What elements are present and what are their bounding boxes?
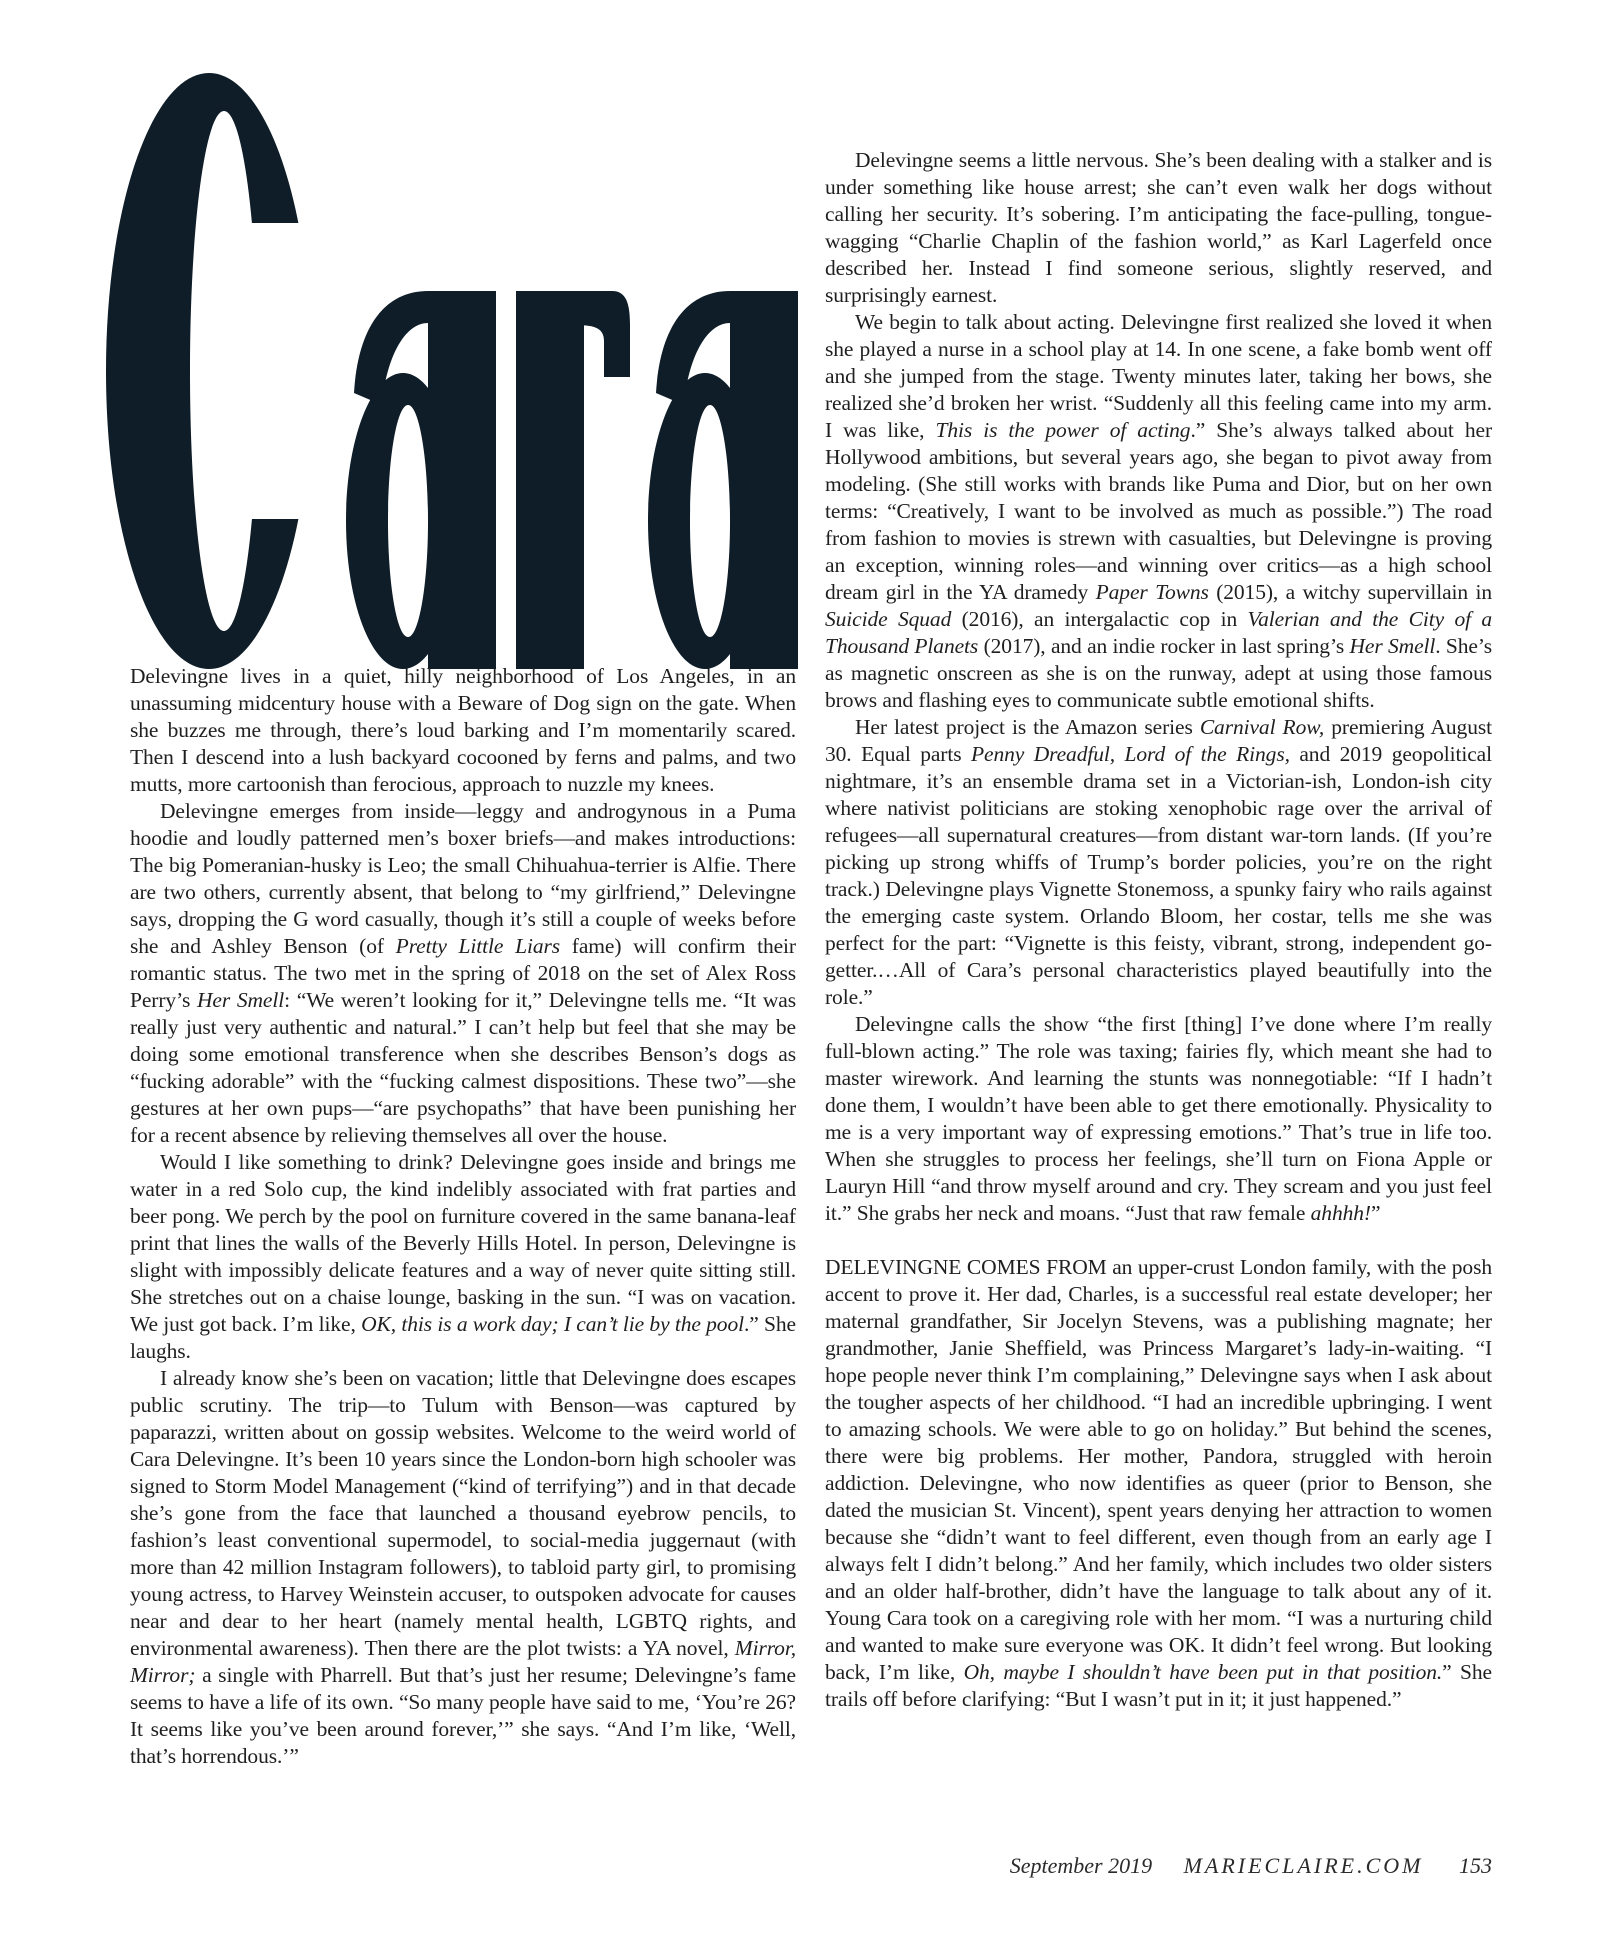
text-run: Delevingne seems a little nervous. She’s been dealing with a stalker and is under something like house arrest; she can’t even walk her dogs without calling her security. It’s sobering. I’m anticipating the face-pulling, tongue-wagging “Charlie Chaplin of the fashion world,” as Karl Lagerfeld once described her. Instead I find someone serious, slightly reserved, and surprisingly earnest.: [825, 148, 1492, 307]
text-run: a single with Pharrell. But that’s just her resume; Delevingne’s fame seems to have a life of its own. “So many people have said to me, ‘You’re 26? It seems like you’ve been around forever,’” she says. “And I’m like, ‘Well, that’s horrendous.’”: [130, 1663, 796, 1768]
italic-text-run: Penny Dreadful, Lord of the Rings,: [971, 742, 1290, 766]
letter-a-shape: [346, 291, 496, 669]
footer-issue-date: September 2019: [1009, 1853, 1153, 1878]
paragraph: [825, 1254, 1492, 1713]
text-run: Delevingne lives in a quiet, hilly neighborhood of Los Angeles, in an unassuming midcentury house with a Beware of Dog sign on the gate. When she buzzes me through, there’s loud barking and I’m momentarily scared. Then I descend into a lush backyard cocooned by ferns and palms, and two mutts, more cartoonish than ferocious, approach to nuzzle my knees.: [130, 664, 796, 796]
letter-r-shape: [516, 291, 630, 669]
headline-cara-lettering: [106, 73, 798, 669]
paragraph: [825, 714, 1492, 1011]
text-run: (2015), a witchy supervillain in: [1208, 580, 1493, 604]
text-run: Would I like something to drink? Delevingne goes inside and brings me water in a red Solo cup, the kind indelibly associated with frat parties and beer pong. We perch by the pool on furniture covered in the same banana-leaf print that lines the walls of the Beverly Hills Hotel. In person, Delevingne is slight with impossibly delicate features and a way of never quite sitting still. She stretches out on a chaise lounge, basking in the sun. “I was on vacation. We just got back. I’m like,: [130, 1150, 796, 1336]
text-run: . She’s as magnetic onscreen as she is on the runway, adept at using those famous brows and flashing eyes to communicate subtle emotional shifts.: [825, 634, 1493, 712]
text-run: and 2019 geopolitical nightmare, it’s an ensemble drama set in a Victorian-ish, London-ish city where nativist politicians are stoking xenophobic rage over the arrival of refugees—all supernatural creatures—from distant war-torn lands. (If you’re picking up strong whiffs of Trump’s border policies, you’re on the right track.) Delevingne plays Vignette Stonemoss, a spunky fairy who rails against the emerging caste system. Orlando Bloom, her costar, tells me she was perfect for the part: “Vignette is this feisty, vibrant, strong, independent go-getter.…All of Cara’s personal characteristics played beautifully into the role.”: [825, 742, 1492, 1009]
text-run: .” She laughs.: [130, 1312, 796, 1363]
letter-C-shape: [106, 73, 322, 669]
text-run: (2017), and an indie rocker in last spring’s: [978, 634, 1350, 658]
italic-text-run: OK, this is a work day; I can’t lie by the pool: [361, 1312, 744, 1336]
italic-text-run: Her Smell: [196, 988, 285, 1012]
text-run: I already know she’s been on vacation; little that Delevingne does escapes public scrutiny. The trip—to Tulum with Benson—was captured by paparazzi, written about on gossip websites. Welcome to the weird world of Cara Delevingne. It’s been 10 years since the London-born high schooler was signed to Storm Model Management (“kind of terrifying”) and in that decade she’s gone from the face that launched a thousand eyebrow pencils, to fashion’s least conventional supermodel, to social-media juggernaut (with more than 42 million Instagram followers), to tabloid party girl, to promising young actress, to Harvey Weinstein accuser, to outspoken advocate for causes near and dear to her heart (namely mental health, LGBTQ rights, and environmental awareness). Then there are the plot twists: a YA novel,: [130, 1366, 796, 1660]
text-run: (2016), an intergalactic cop in: [951, 607, 1248, 631]
italic-text-run: Suicide Squad: [825, 607, 952, 631]
text-run: Delevingne emerges from inside—leggy and androgynous in a Puma hoodie and loudly patterned men’s boxer briefs—and makes introductions: The big Pomeranian-husky is Leo; the small Chihuahua-terrier is Alfie. There are two others, currently absent, that belong to “my girlfriend,” Delevingne says, dropping the G word casually, though it’s still a couple of weeks before she and Ashley Benson (of: [130, 799, 796, 958]
italic-text-run: This is the power of acting: [935, 418, 1191, 442]
paragraph: [130, 1149, 796, 1365]
italic-text-run: Valerian and the City of a Thousand Planets: [825, 607, 1493, 658]
left-column: [130, 663, 796, 1770]
italic-text-run: Carnival Row,: [1199, 715, 1325, 739]
headline: [106, 73, 798, 669]
italic-text-run: Her Smell: [1349, 634, 1436, 658]
paragraph: [130, 663, 796, 798]
italic-text-run: Pretty Little Liars: [395, 934, 561, 958]
text-run: Delevingne calls the show “the first [thing] I’ve done where I’m really full-blown acting.” The role was taxing; fairies fly, which meant she had to master wirework. And learning the stunts was nonnegotiable: “If I hadn’t done them, I wouldn’t have been able to get there emotionally. Physicality to me is a very important way of expressing emotions.” That’s true in life too. When she struggles to process her feelings, she’ll turn on Fiona Apple or Lauryn Hill “and throw myself around and cry. They scream and you just feel it.” She grabs her neck and moans. “Just that raw female: [825, 1012, 1492, 1225]
right-column: [825, 147, 1492, 1713]
page-footer: [1010, 1853, 1492, 1879]
headline-glyphs: [106, 73, 798, 669]
footer-website: MARIECLAIRE.COM: [1183, 1853, 1424, 1878]
text-run: DELEVINGNE COMES FROM an upper-crust London family, with the posh accent to prove it. Her dad, Charles, is a successful real estate developer; her maternal grandfather, Sir Jocelyn Stevens, was a publishing magnate; her grandmother, Janie Sheffield, was Princess Margaret’s lady-in-waiting. “I hope people never think I’m complaining,” Delevingne says when I ask about the tougher aspects of her childhood. “I had an incredible upbringing. I went to amazing schools. We were able to go on holiday.” But behind the scenes, there were big problems. Her mother, Pandora, struggled with heroin addiction. Delevingne, who now identifies as queer (prior to Benson, she dated the musician St. Vincent), spent years denying her attraction to women because she “didn’t want to feel different, even though from an early age I always felt I didn’t belong.” And her family, which includes two older sisters and an older half-brother, didn’t have the language to talk about any of it. Young Cara took on a caregiving role with her mom. “I was a nurturing child and wanted to make sure everyone was OK. It didn’t feel wrong. But looking back, I’m like,: [825, 1255, 1492, 1684]
paragraph: [130, 1365, 796, 1770]
paragraph: [130, 798, 796, 1149]
text-run: ”: [1370, 1201, 1381, 1225]
letter-a-shape: [648, 291, 798, 669]
text-run: : “We weren’t looking for it,” Delevingne tells me. “It was really just very authentic and natural.” I can’t help but feel that she may be doing some emotional transference when she describes Benson’s dogs as “fucking adorable” with the “fucking calmest dispositions. These two”—she gestures at her own pups—“are psychopaths” that have been punishing her for a recent absence by relieving themselves all over the house.: [130, 988, 796, 1147]
paragraph: [825, 309, 1492, 714]
text-run: premiering August 30. Equal parts: [825, 715, 1492, 766]
text-run: ” She trails off before clarifying: “But I wasn’t put in it; it just happened.”: [825, 1660, 1492, 1711]
text-run: Her latest project is the Amazon series: [855, 715, 1200, 739]
paragraph: [825, 147, 1492, 309]
italic-text-run: Mirror, Mirror;: [130, 1636, 796, 1687]
text-run: We begin to talk about acting. Delevingne first realized she loved it when she played a nurse in a school play at 14. In one scene, a fake bomb went off and she jumped from the stage. Twenty minutes later, taking her bows, she realized she’d broken her wrist. “Suddenly all this feeling came into my arm. I was like,: [825, 310, 1492, 442]
italic-text-run: Oh, maybe I shouldn’t have been put in that position.: [963, 1660, 1443, 1684]
italic-text-run: ahhhh!: [1310, 1201, 1371, 1225]
italic-text-run: Paper Towns: [1095, 580, 1209, 604]
footer-page-number: 153: [1459, 1853, 1492, 1878]
text-run: .” She’s always talked about her Hollywood ambitions, but several years ago, she began to pivot away from modeling. (She still works with brands like Puma and Dior, but on her own terms: “Creatively, I want to be involved as much as possible.”) The road from fashion to movies is strewn with casualties, but Delevingne is proving an exception, winning roles—and winning over critics—as a high school dream girl in the YA dramedy: [825, 418, 1493, 604]
text-run: fame) will confirm their romantic status. The two met in the spring of 2018 on the set of Alex Ross Perry’s: [130, 934, 796, 1012]
paragraph: [825, 1011, 1492, 1227]
